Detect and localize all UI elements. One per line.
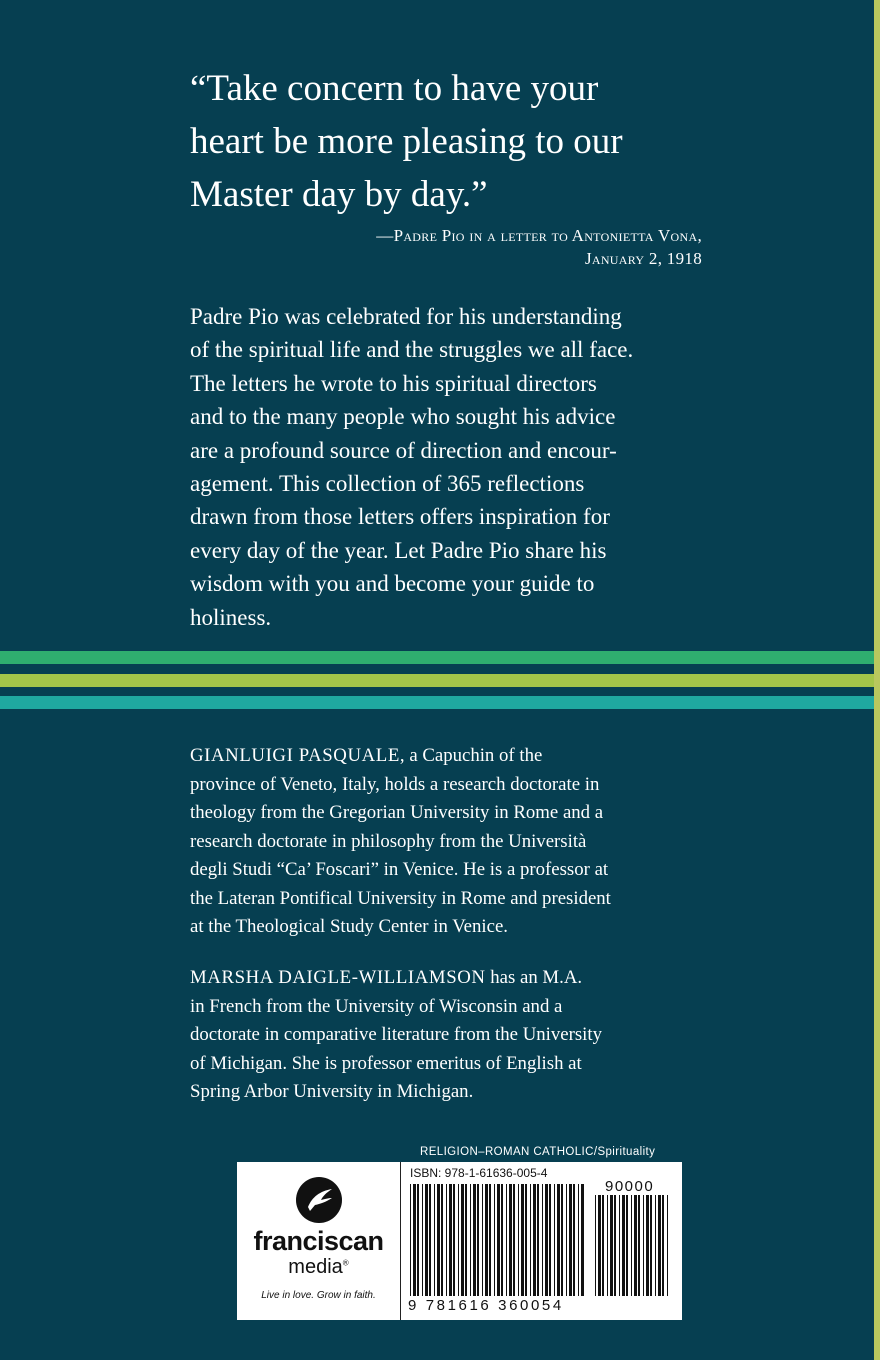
barcode-bar (667, 1195, 668, 1296)
publisher-logo (237, 1162, 401, 1320)
barcode-bar (650, 1195, 652, 1296)
barcode-bar (549, 1184, 551, 1296)
barcode-bar (429, 1184, 431, 1296)
category-label: RELIGION–ROMAN CATHOLIC/Spirituality (420, 1146, 656, 1158)
description-line: agement. This collection of 365 reflections (190, 471, 585, 497)
barcode-bar (446, 1184, 447, 1296)
bio-first-line (190, 742, 710, 771)
barcode-bar (566, 1184, 567, 1296)
barcode-label (237, 1162, 682, 1320)
barcode-bar (533, 1184, 536, 1296)
barcode-bar (465, 1184, 467, 1296)
barcode-bar (449, 1184, 452, 1296)
bio-line: of Michigan. She is professor emeritus of English at (190, 1052, 582, 1074)
dove-icon (296, 1177, 342, 1223)
barcode-bar (554, 1184, 555, 1296)
description-line: and to the many people who sought his advice (190, 404, 616, 430)
barcode-bar (501, 1184, 503, 1296)
barcode-bar (482, 1184, 483, 1296)
quote-line: heart be more pleasing to our (190, 121, 623, 162)
barcode-bar (425, 1184, 428, 1296)
barcode-bar (602, 1195, 604, 1296)
quote-attribution (376, 224, 702, 270)
bio-text: , a Capuchin of the (399, 745, 543, 766)
price-addon-digits: 90000 (605, 1178, 655, 1195)
barcode-bar (413, 1184, 416, 1296)
barcode-bar (622, 1195, 625, 1296)
barcode-bar (537, 1184, 539, 1296)
stripe-lime (0, 674, 874, 687)
barcode-bar (557, 1184, 560, 1296)
barcode-bar (643, 1195, 644, 1296)
publisher-tagline: Live in love. Grow in faith. (261, 1290, 376, 1301)
barcode-bar (506, 1184, 507, 1296)
bio-line: at the Theological Study Center in Venice. (190, 916, 508, 937)
author-name: MARSHA DAIGLE-WILLIAMSON (190, 967, 486, 988)
barcode-bar (578, 1184, 579, 1296)
trademark-mark: ® (342, 1258, 349, 1268)
barcode-bar (530, 1184, 531, 1296)
barcode-bar (595, 1195, 596, 1296)
barcode-bar (470, 1184, 471, 1296)
barcode-bar (509, 1184, 512, 1296)
attribution-line: —Padre Pio in a letter to Antonietta Vona, (376, 226, 702, 245)
barcode-bar (458, 1184, 459, 1296)
barcode-bar (410, 1184, 411, 1296)
barcode-bar (658, 1195, 661, 1296)
barcode-bar (437, 1184, 440, 1296)
barcode-bar (561, 1184, 563, 1296)
description-line: Padre Pio was celebrated for his understanding (190, 304, 622, 329)
stripe-green (0, 651, 874, 664)
description-line: The letters he wrote to his spiritual directors (190, 370, 597, 396)
barcode-bar (434, 1184, 435, 1296)
barcode-bar (610, 1195, 613, 1296)
author-name: GIANLUIGI PASQUALE (190, 745, 400, 766)
bio-line: Spring Arbor University in Michigan. (190, 1081, 474, 1102)
barcode-bar (545, 1184, 548, 1296)
barcode-bar (614, 1195, 616, 1296)
stripe-teal (0, 696, 874, 709)
price-addon-barcode (595, 1195, 673, 1296)
bio-line: province of Veneto, Italy, holds a research doctorate in (190, 773, 600, 795)
barcode-bar (525, 1184, 527, 1296)
bio-line: theology from the Gregorian University in Rome and a (190, 802, 604, 823)
publisher-name-line2: media® (288, 1256, 349, 1278)
description-line: holiness. (190, 604, 272, 630)
spine-edge (874, 0, 880, 1360)
pull-quote (190, 62, 750, 221)
description-line: of the spiritual life and the struggles we all face. (190, 337, 634, 363)
book-description (190, 300, 710, 634)
attribution-line: January 2, 1918 (584, 249, 702, 268)
barcode-bar (662, 1195, 664, 1296)
barcode-bar (461, 1184, 464, 1296)
author-bio-daigle-williamson (190, 964, 710, 1107)
barcode-bar (473, 1184, 476, 1296)
barcode-bar (497, 1184, 500, 1296)
barcode-bar (619, 1195, 620, 1296)
barcode-bar (489, 1184, 491, 1296)
barcode-bar (598, 1195, 601, 1296)
quote-line: Master day by day.” (190, 174, 488, 215)
barcode-bar (494, 1184, 495, 1296)
barcode-bar (638, 1195, 640, 1296)
publisher-name: franciscan (253, 1226, 384, 1256)
barcode-bar (646, 1195, 649, 1296)
barcode-bar (521, 1184, 524, 1296)
description-line: every day of the year. Let Padre Pio share his (190, 537, 607, 563)
barcode-bar (477, 1184, 479, 1296)
barcode-bar (417, 1184, 419, 1296)
barcode-bar (573, 1184, 575, 1296)
barcode-bar (634, 1195, 637, 1296)
barcode-bar (569, 1184, 572, 1296)
author-bio-pasquale (190, 742, 710, 942)
barcode-bar (626, 1195, 628, 1296)
description-line: wisdom with you and become your guide to (190, 571, 595, 597)
barcode-bar (441, 1184, 443, 1296)
barcode-bar (422, 1184, 423, 1296)
barcode-bar (513, 1184, 515, 1296)
isbn-barcode (410, 1184, 588, 1296)
barcode-bar (542, 1184, 543, 1296)
description-line: are a profound source of direction and encour- (190, 437, 617, 463)
barcode-digits: 9 781616 360054 (408, 1297, 564, 1314)
bio-line: the Lateran Pontifical University in Rome and president (190, 887, 611, 909)
bio-line: research doctorate in philosophy from the Università (190, 830, 587, 852)
barcode-bar (631, 1195, 632, 1296)
bio-line: degli Studi “Ca’ Foscari” in Venice. He is a professor at (190, 859, 609, 880)
description-line: drawn from those letters offers inspiration for (190, 504, 610, 530)
isbn-text: ISBN: 978-1-61636-005-4 (410, 1166, 548, 1180)
bio-first-line (190, 964, 710, 993)
bio-line: in French from the University of Wisconsin and a (190, 995, 563, 1017)
barcode-bar (607, 1195, 608, 1296)
barcode-bar (518, 1184, 519, 1296)
barcode-bar (485, 1184, 488, 1296)
quote-line: “Take concern to have your (190, 68, 599, 109)
bio-text: has an M.A. (485, 967, 583, 988)
barcode-bar (655, 1195, 656, 1296)
bio-line: doctorate in comparative literature from the University (190, 1024, 602, 1045)
barcode-bar (453, 1184, 455, 1296)
barcode-bar (581, 1184, 584, 1296)
